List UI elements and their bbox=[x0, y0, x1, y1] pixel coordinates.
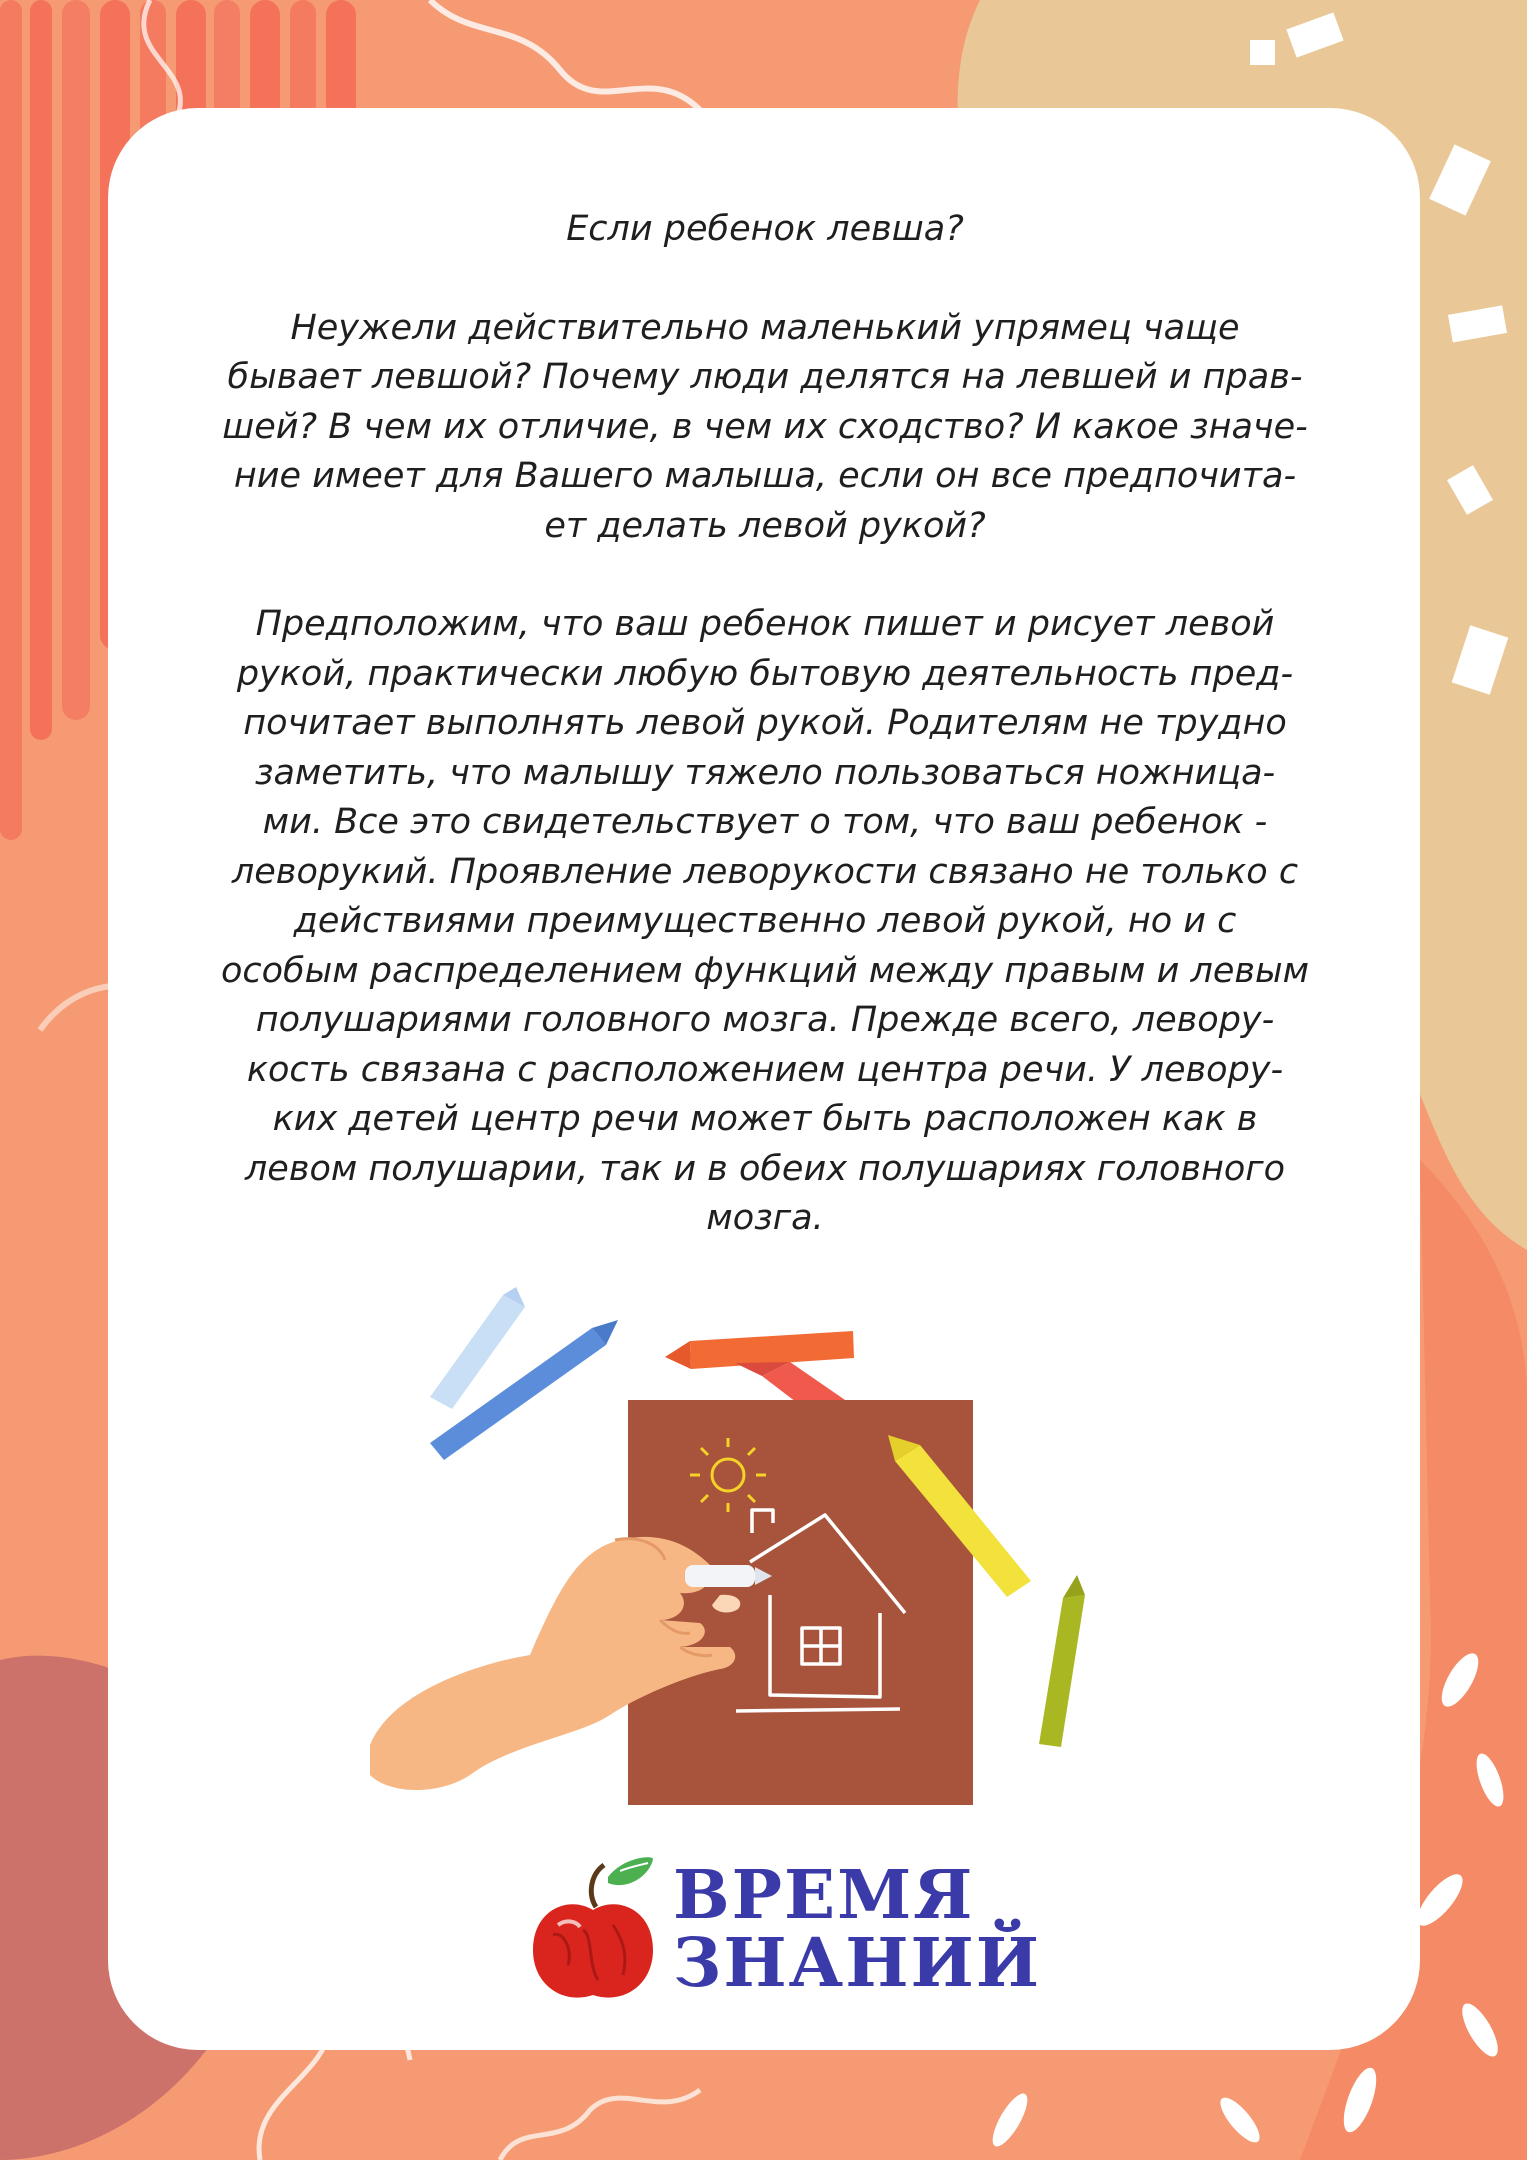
apple-icon bbox=[528, 1855, 658, 2005]
brand-logo bbox=[528, 1855, 1042, 2005]
green-crayon-icon bbox=[1039, 1575, 1085, 1747]
article-paragraph-1: Неужели действительно маленький упрямец чаще бывает левшой? Почему люди делятся на левшей и прав- шей? В чем их отличие, в чем их сходство? И какое значе- ние имеет для Вашего малыша, если он все предпочита- ет делать левой рукой? bbox=[222, 307, 1308, 546]
child-hand-drawing-house-icon bbox=[360, 1235, 1180, 1815]
logo-word-1: ВРЕМЯ bbox=[673, 1855, 975, 1934]
logo-word-2: ЗНАНИЙ bbox=[673, 1923, 1042, 2002]
article-title: Если ребенок левша? bbox=[566, 209, 964, 249]
article-paragraph-2: Предположим, что ваш ребенок пишет и рисует левой рукой, практически любую бытовую деятельность пред- почитает выполнять левой рукой. Родителям не трудно заметить, что малышу тяжело пользоваться ножница- ми. Все это свидетельствует о том, что ваш ребенок - леворукий. Проявление леворукости связано не только с действиями преимущественно левой рукой, но и с особым распределением функций между правым и левым полушариями головного мозга. Прежде всего, левору- кость связана с расположением центра речи. У левору- ких детей центр речи может быть расположен как в левом полушарии, так и в обеих полушариях головного мозга. bbox=[220, 604, 1310, 1238]
article-text bbox=[170, 205, 1360, 1293]
